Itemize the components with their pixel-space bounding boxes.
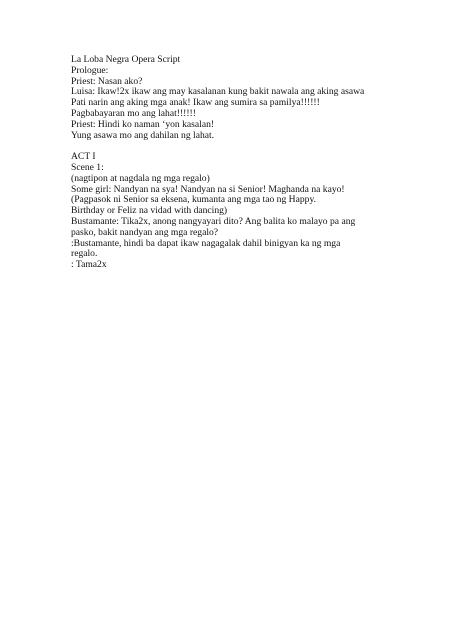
prologue-line: Yung asawa mo ang dahilan ng lahat. [71,129,215,141]
act-line: Some girl: Nandyan na sya! Nandyan na si Senior! Maghanda na kayo! [71,183,345,195]
act-line: :Bustamante, hindi ba dapat ikaw nagagalak dahil binigyan ka ng mga [71,237,341,249]
act-line: Bustamante: Tika2x, anong nangyayari dito? Ang balita ko malayo pa ang [71,215,356,227]
prologue-heading: Prologue: [71,64,109,76]
prologue-line: Luisa: Ikaw!2x ikaw ang may kasalanan kung bakit nawala ang aking asawa [71,86,365,98]
act-line: regalo. [71,248,98,260]
document-title: La Loba Negra Opera Script [71,54,181,65]
prologue-line: Priest: Hindi ko naman ‘yon kasalan! [71,118,215,130]
act-heading: ACT I [71,151,96,163]
act-line: pasko, bakit nandyan ang mga regalo? [71,226,219,238]
act-line: : Tama2x [71,259,107,271]
prologue-line: Pagbabayaran mo ang lahat!!!!!! [71,107,196,119]
prologue-line: Pati narin ang aking mga anak! Ikaw ang sumira sa pamilya!!!!!! [71,97,320,109]
scene-heading: Scene 1: [71,161,104,173]
act-line: (Pagpasok ni Senior sa eksena, kumanta ang mga tao ng Happy. [71,194,317,206]
prologue-line: Priest: Nasan ako? [71,75,143,87]
act-line: Birthday or Feliz na vidad with dancing) [71,205,228,217]
act-line: (nagtipon at nagdala ng mga regalo) [71,172,210,184]
paragraph-gap [71,141,441,152]
script-text [71,55,441,271]
